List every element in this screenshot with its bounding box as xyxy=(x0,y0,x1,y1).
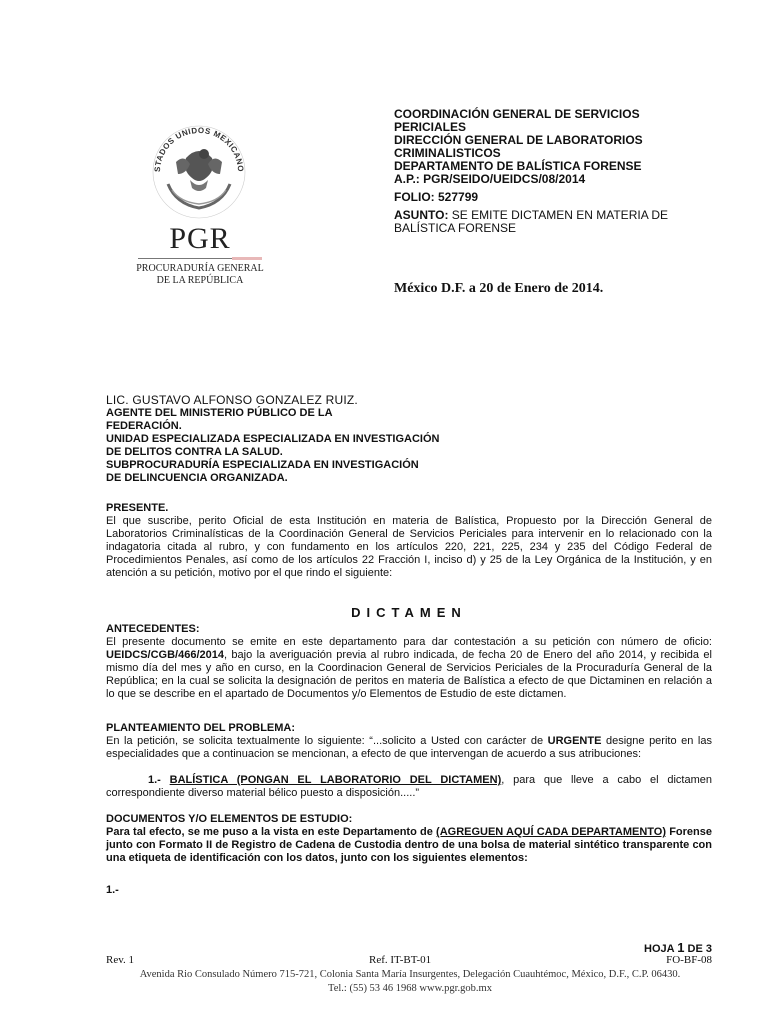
addressee-line-1: AGENTE DEL MINISTERIO PÚBLICO DE LA xyxy=(106,407,333,419)
footer-ref: Ref. IT-BT-01 xyxy=(369,954,432,966)
header-line-4: CRIMINALISTICOS xyxy=(394,146,501,160)
addressee-line-4: DE DELITOS CONTRA LA SALUD. xyxy=(106,446,283,458)
presente-text: El que suscribe, perito Oficial de esta Institución en materia de Balística, Propuesto por la Dirección General de Laboratorios Criminalísticas de la Coordinación General de Servicios Periciales para intervenir en lo relacionado con la indagatoria citada al rubro, y con fundamento en los artículos 220, 221, 225, 234 y 235 del Código Federal de Procedimientos Penales, así como de los artículos 22 Fracción I, inciso d) y 25 de la Ley Orgánica de la Institución, y en atención a su petición, motivo por el que rindo el siguiente: xyxy=(106,515,712,579)
header-folio: FOLIO: 527799 xyxy=(394,190,479,204)
item-bold-text: BALÍSTICA (PONGAN EL LABORATORIO DEL DICTAMEN) xyxy=(169,774,502,786)
planteamiento-section xyxy=(106,722,712,800)
pgr-divider xyxy=(138,258,262,259)
addressee-block xyxy=(106,394,486,485)
planteamiento-text xyxy=(106,735,712,761)
urgente-text: URGENTE xyxy=(547,735,602,747)
page-counter xyxy=(644,940,712,955)
footer-rev: Rev. 1 xyxy=(106,954,135,966)
document-header xyxy=(394,108,724,235)
asunto-text-1: SE EMITE DICTAMEN EN MATERIA DE xyxy=(448,208,669,222)
presente-section xyxy=(106,502,712,580)
addressee-name: LIC. GUSTAVO ALFONSO GONZALEZ RUIZ. xyxy=(106,393,358,407)
documentos-text-1: Para tal efecto, se me puso a la vista en este Departamento de xyxy=(106,826,437,838)
antecedentes-text-1: El presente documento se emite en este departamento para dar contestación a su petición con número de oficio: xyxy=(106,636,712,648)
addressee-line-2: FEDERACIÓN. xyxy=(106,420,182,432)
dictamen-title: DICTAMEN xyxy=(351,605,467,620)
document-date: México D.F. a 20 de Enero de 2014. xyxy=(394,281,604,296)
presente-heading: PRESENTE. xyxy=(106,502,169,514)
header-line-5: DEPARTAMENTO DE BALÍSTICA FORENSE xyxy=(394,159,642,173)
planteamiento-text-2: designe perito en las especialidades que a continuacion se mencionan, a efecto de que intervengan de acuerdo a sus atribuciones: xyxy=(106,735,712,760)
addressee-line-5: SUBPROCURADURÍA ESPECIALIZADA EN INVESTIGACIÓN xyxy=(106,459,419,471)
header-line-1: COORDINACIÓN GENERAL DE SERVICIOS xyxy=(394,107,640,121)
header-ap: A.P.: PGR/SEIDO/UEIDCS/08/2014 xyxy=(394,172,586,186)
antecedentes-heading: ANTECEDENTES: xyxy=(106,623,200,635)
footer-address-block xyxy=(60,968,760,996)
addressee-line-3: UNIDAD ESPECIALIZADA ESPECIALIZADA EN INVESTIGACIÓN xyxy=(106,433,440,445)
header-line-2: PERICIALES xyxy=(394,120,467,134)
antecedentes-text xyxy=(106,636,712,701)
footer-contact: Tel.: (55) 53 46 1968 www.pgr.gob.mx xyxy=(328,983,492,994)
documentos-section xyxy=(106,813,712,897)
documentos-text-2: Forense junto con Formato II de Registro de Cadena de Custodia dentro de una bolsa de material sintético transparente con una etiqueta de identificación con los datos, junto con los siguientes elementos: xyxy=(106,826,712,864)
header-line-3: DIRECCIÓN GENERAL DE LABORATORIOS xyxy=(394,133,643,147)
svg-text:ESTADOS UNIDOS MEXICANOS: STADOS UNIDOS MEXICANO xyxy=(152,125,246,173)
pgr-subtitle-1: PROCURADURÍA GENERAL xyxy=(136,263,264,274)
antecedentes-text-2: , bajo la averiguación previa al rubro indicada, de fecha 20 de Enero del año 2014, y recibida el mismo día del mes y año en curso, en la Coordinacion General de Servicios Periciales de la Procuraduría General de la República; en la cual se solicita la designación de peritos en materia de Balística a efecto de que Dictaminen en relación a lo que se describe en el apartado de Documentos y/o Elementos de Estudio de este dictamen. xyxy=(106,649,712,700)
hoja-total: DE 3 xyxy=(687,943,712,955)
oficio-number: UEIDCS/CGB/466/2014 xyxy=(106,649,224,661)
hoja-number: 1 xyxy=(677,940,685,955)
asunto-label: ASUNTO: xyxy=(394,208,449,222)
planteamiento-item xyxy=(106,774,712,800)
planteamiento-heading: PLANTEAMIENTO DEL PROBLEMA: xyxy=(106,722,296,734)
pgr-subtitle-2: DE LA REPÚBLICA xyxy=(156,275,244,286)
pgr-brand: PGR xyxy=(169,222,231,255)
footer-refs xyxy=(106,954,712,966)
hoja-label: HOJA xyxy=(644,943,675,955)
pgr-logo xyxy=(130,222,270,287)
footer-address: Avenida Rio Consulado Número 715-721, Colonia Santa María Insurgentes, Delegación Cuauhtémoc, México, D.F., C.P. 06430. xyxy=(139,969,681,980)
item-number: 1.- xyxy=(148,774,161,786)
documentos-text xyxy=(106,826,712,865)
planteamiento-text-1: En la petición, se solicita textualmente lo siguiente: “...solicito a Usted con carácter de xyxy=(106,735,548,747)
asunto-text-2: BALÍSTICA FORENSE xyxy=(394,221,517,235)
footer-form: FO-BF-08 xyxy=(666,954,712,966)
mexican-coat-of-arms-seal xyxy=(146,118,252,220)
departamento-placeholder: (AGREGUEN AQUÍ CADA DEPARTAMENTO) xyxy=(436,826,666,838)
item-text: , para que lleve a cabo el dictamen correspondiente diverso material bélico puesto a disposición.....” xyxy=(106,774,712,799)
antecedentes-section xyxy=(106,623,712,701)
documentos-item-1: 1.- xyxy=(106,884,119,896)
documentos-heading: DOCUMENTOS Y/O ELEMENTOS DE ESTUDIO: xyxy=(106,813,353,825)
addressee-line-6: DE DELINCUENCIA ORGANIZADA. xyxy=(106,472,288,484)
